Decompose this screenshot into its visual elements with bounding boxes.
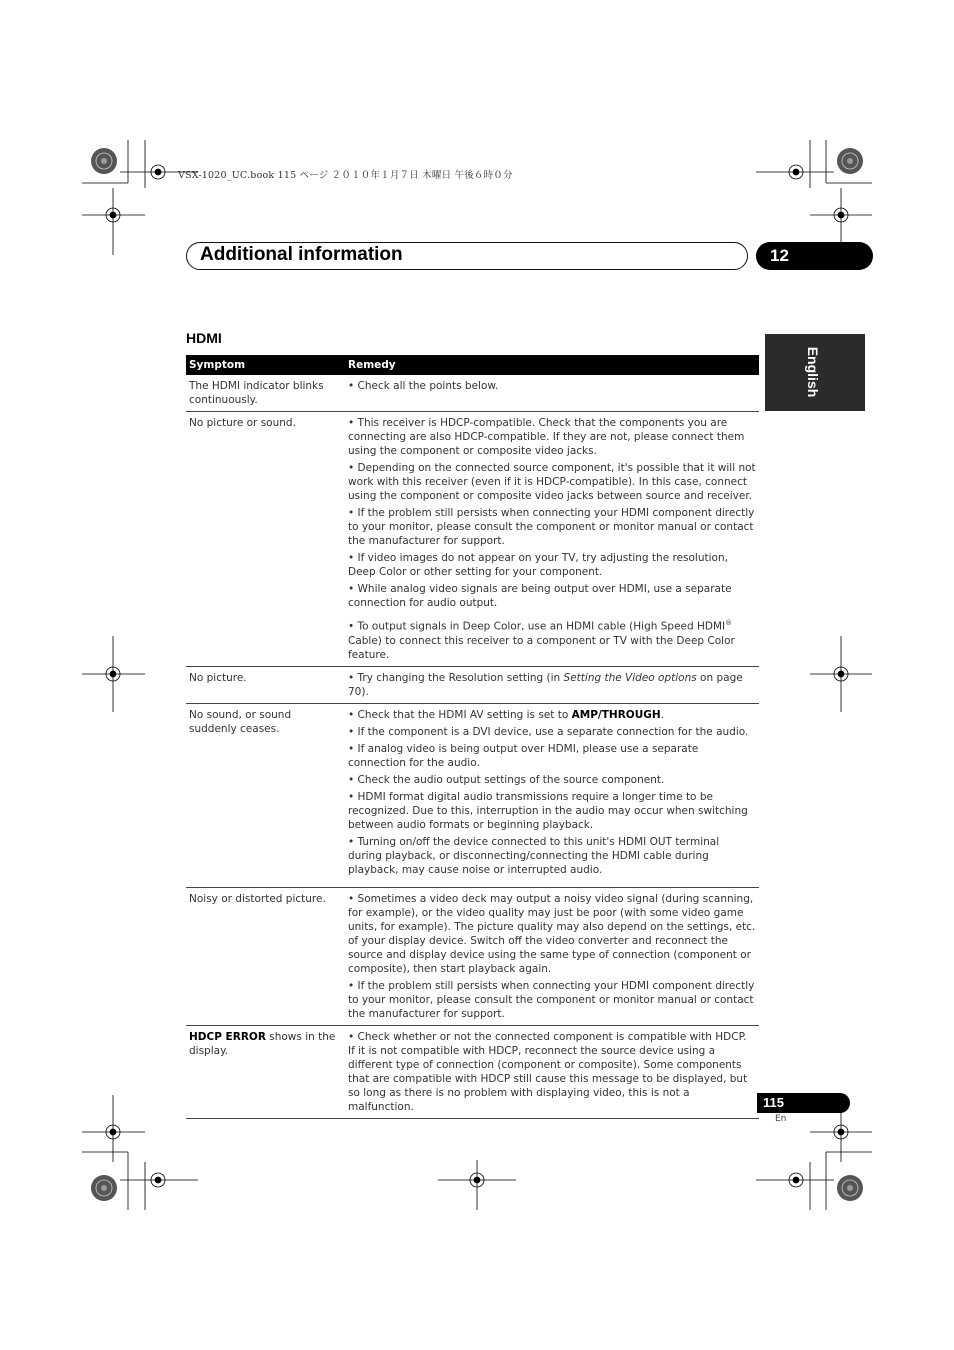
remedy-item: • Check all the points below. <box>348 380 499 392</box>
remedy-item: • Check whether or not the connected component is compatible with HDCP. If it is not compatible with HDCP, reconnect the source device using a different type of connection (component or composite). Some components that are compatible with HDCP still cause this message to be displayed, but so long as there is no problem with displaying video, this is not a malfunction. <box>348 1030 748 1113</box>
starburst-target-top-right <box>837 148 863 174</box>
remedy-item: • If the problem still persists when connecting your HDMI component directly to your monitor, please consult the component or monitor manual or contact the manufacturer for support. <box>348 507 755 547</box>
remedy-item: • Turning on/off the device connected to this unit's HDMI OUT terminal during playback, or disconnecting/connecting the HDMI cable during playback, may cause noise or interrupted audio. <box>348 835 720 876</box>
remedy-item: • HDMI format digital audio transmissions require a longer time to be recognized. Due to this, interruption in the audio may occur when switching between audio formats or beginning playback. <box>348 790 748 831</box>
starburst-target-bottom-left <box>91 1175 117 1201</box>
remedy-item: • If analog video is being output over HDMI, please use a separate connection for the audio. <box>348 742 699 769</box>
remedy-reference: Setting the Video options <box>563 671 697 684</box>
remedy-text: • To output signals in Deep Color, use an HDMI cable (High Speed HDMI <box>348 620 726 633</box>
page-number: 115 <box>757 1093 850 1113</box>
symptom-cell <box>186 1025 345 1118</box>
column-header-remedy: Remedy <box>345 355 759 375</box>
remedy-cell <box>345 375 759 412</box>
table-row <box>186 412 759 667</box>
symptom-cell: No sound, or sound suddenly ceases. <box>186 703 345 887</box>
remedy-text: . <box>660 708 664 721</box>
troubleshooting-table <box>186 355 759 1119</box>
print-header: VSX-1020_UC.book 115 ページ ２０１０年１月７日 木曜日 午後６時０分 <box>178 170 513 181</box>
table-row <box>186 1025 759 1118</box>
page-language: En <box>775 1114 787 1124</box>
table-row <box>186 703 759 887</box>
remedy-item: • Check the audio output settings of the source component. <box>348 773 665 786</box>
symptom-cell: Noisy or distorted picture. <box>186 887 345 1025</box>
remedy-item <box>348 671 756 699</box>
remedy-item: • Sometimes a video deck may output a noisy video signal (during scanning, for example), or the video quality may just be poor (with some video game units, for example). The picture quality may also depend on the settings, etc. of your display device. Switch off the video converter and reconnect the source and display device using the same type of connection (component or composite), then start playback again. <box>348 892 756 975</box>
symptom-cell: No picture or sound. <box>186 412 345 667</box>
chapter-number: 12 <box>756 242 873 270</box>
remedy-cell <box>345 703 759 887</box>
column-header-symptom: Symptom <box>186 355 345 375</box>
symptom-cell: The HDMI indicator blinks continuously. <box>186 375 345 412</box>
remedy-item: • If the component is a DVI device, use a separate connection for the audio. <box>348 725 749 738</box>
remedy-text: Cable) to connect this receiver to a component or TV with the Deep Color feature. <box>348 634 735 661</box>
remedy-cell <box>345 1025 759 1118</box>
table-header-row <box>186 355 759 375</box>
hdmi-heading: HDMI <box>186 330 222 346</box>
remedy-cell <box>345 887 759 1025</box>
remedy-item: • This receiver is HDCP-compatible. Check that the components you are connecting are also HDCP-compatible. If they are not, please connect them using the component or composite video jacks. <box>348 417 745 457</box>
starburst-target-bottom-right <box>837 1175 863 1201</box>
language-tab-label: English <box>805 346 821 398</box>
remedy-text: on page 70). <box>348 671 743 698</box>
symptom-text: shows in the display. <box>189 1030 336 1057</box>
table-row <box>186 666 759 703</box>
display-message: HDCP ERROR <box>189 1030 266 1043</box>
remedy-item <box>348 616 756 662</box>
remedy-item: • Depending on the connected source component, it's possible that it will not work with this receiver (even if it is HDCP-compatible). In this case, connect using the component or composite video jacks between source and receiver. <box>348 462 756 502</box>
symptom-cell: No picture. <box>186 666 345 703</box>
remedy-item: • If the problem still persists when connecting your HDMI component directly to your monitor, please consult the component or monitor manual or contact the manufacturer for support. <box>348 979 755 1020</box>
setting-value: AMP/THROUGH <box>571 708 661 721</box>
remedy-text: • Try changing the Resolution setting (in <box>348 671 564 684</box>
starburst-target-top-left <box>91 148 117 174</box>
registered-mark: ® <box>725 619 733 627</box>
section-title: Additional information <box>200 244 403 265</box>
remedy-item: • If video images do not appear on your TV, try adjusting the resolution, Deep Color or other setting for your component. <box>348 552 728 578</box>
remedy-item: • While analog video signals are being output over HDMI, use a separate connection for audio output. <box>348 583 732 609</box>
remedy-cell <box>345 412 759 667</box>
remedy-text: • Check that the HDMI AV setting is set to <box>348 708 572 721</box>
table-row <box>186 375 759 412</box>
table-row <box>186 887 759 1025</box>
remedy-item <box>348 708 756 722</box>
remedy-cell <box>345 666 759 703</box>
